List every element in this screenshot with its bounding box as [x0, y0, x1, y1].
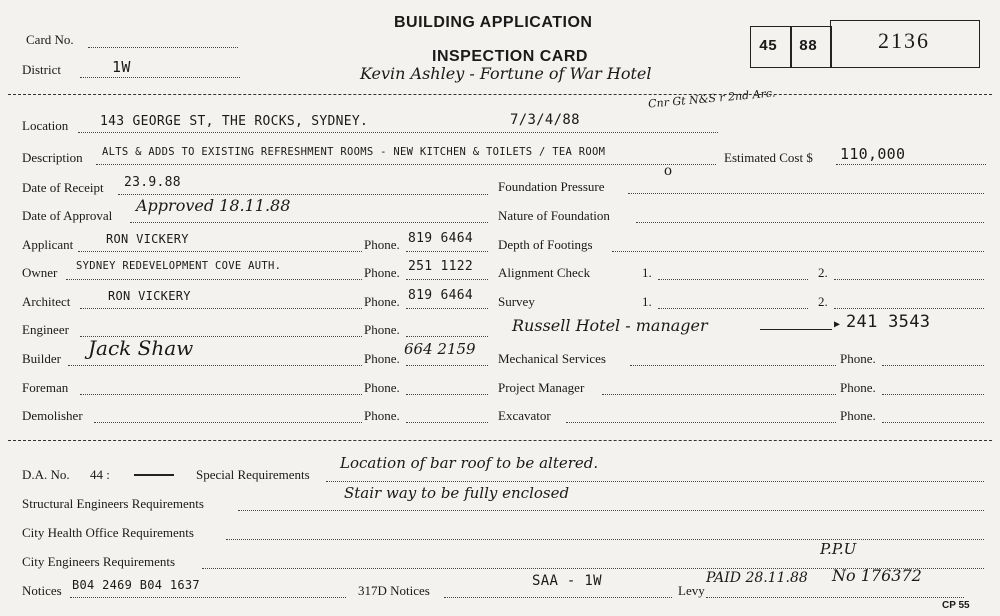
alignment-1: 1.	[642, 265, 652, 280]
form-subtitle: INSPECTION CARD	[432, 48, 588, 65]
foreman-phone-line	[406, 394, 488, 395]
demolisher-label: Demolisher	[22, 408, 83, 423]
demolisher-line	[94, 422, 362, 423]
estimated-cost-value: 110,000	[840, 145, 906, 163]
receipt-date-value: 23.9.88	[124, 175, 181, 190]
survey-2: 2.	[818, 294, 828, 309]
form-code: CP 55	[942, 600, 970, 611]
da-label: D.A. No.	[22, 467, 70, 482]
applicant-line	[78, 251, 362, 252]
architect-value: RON VICKERY	[108, 289, 191, 303]
card-no-label: Card No.	[26, 32, 74, 47]
da-dash	[134, 474, 174, 476]
mechanical-line	[630, 365, 836, 366]
excavator-label: Excavator	[498, 408, 551, 423]
receipt-date-line	[118, 194, 488, 195]
description-value: ALTS & ADDS TO EXISTING REFRESHMENT ROOMS - NEW KITCHEN & TOILETS / TEA ROOM	[102, 146, 606, 158]
engineer-label: Engineer	[22, 322, 69, 337]
foreman-phone-label: Phone.	[364, 380, 400, 395]
card-box-1-value: 45	[759, 38, 778, 55]
handwritten-title: Kevin Ashley - Fortune of War Hotel	[360, 64, 652, 83]
special-req-line	[326, 481, 984, 482]
nature-foundation-line	[636, 222, 984, 223]
receipt-number: No 176372	[832, 566, 922, 585]
foreman-line	[80, 394, 362, 395]
owner-value: SYDNEY REDEVELOPMENT COVE AUTH.	[76, 260, 282, 272]
location-line	[78, 132, 718, 133]
levy-value: PAID 28.11.88	[706, 570, 808, 586]
survey-1: 1.	[642, 294, 652, 309]
alignment-check-label: Alignment Check	[498, 265, 591, 280]
project-manager-label: Project Manager	[498, 380, 585, 395]
card-box-2-value: 88	[799, 38, 818, 55]
survey-1-line	[658, 308, 808, 309]
excavator-phone-label: Phone.	[840, 408, 876, 423]
receipt-date-label: Date of Receipt	[22, 180, 104, 195]
applicant-label: Applicant	[22, 237, 74, 252]
depth-footings-line	[612, 251, 984, 252]
alignment-2: 2.	[818, 265, 828, 280]
card-no-line	[88, 47, 238, 48]
district-label: District	[22, 62, 61, 77]
russell-note: Russell Hotel - manager	[512, 316, 708, 335]
district-value: 1W	[112, 58, 131, 76]
city-eng-note: P.P.U	[820, 540, 857, 558]
demolisher-phone-label: Phone.	[364, 408, 400, 423]
arrow-head: ▶	[834, 319, 841, 330]
builder-value: Jack Shaw	[88, 336, 194, 360]
project-manager-phone-line	[882, 394, 984, 395]
project-manager-line	[602, 394, 836, 395]
owner-phone-line	[406, 279, 488, 280]
nature-foundation-label: Nature of Foundation	[498, 208, 610, 223]
foreman-label: Foreman	[22, 380, 69, 395]
structural-label: Structural Engineers Requirements	[22, 496, 204, 511]
alignment-2-line	[834, 279, 984, 280]
engineer-phone-label: Phone.	[364, 322, 400, 337]
survey-label: Survey	[498, 294, 535, 309]
special-req-label: Special Requirements	[196, 467, 310, 482]
applicant-phone-label: Phone.	[364, 237, 400, 252]
corner-note: Cnr Gt N&S r 2nd Arc.	[647, 86, 776, 111]
excavator-line	[566, 422, 836, 423]
notices-value: B04 2469 B04 1637	[72, 578, 200, 592]
demolisher-phone-line	[406, 422, 488, 423]
city-health-line	[226, 539, 984, 540]
builder-line	[68, 365, 362, 366]
survey-2-line	[834, 308, 984, 309]
levy-label: Levy	[678, 583, 705, 598]
architect-line	[80, 308, 362, 309]
architect-phone: 819 6464	[408, 288, 474, 303]
notices317-line	[444, 597, 672, 598]
applicant-phone: 819 6464	[408, 231, 474, 246]
owner-label: Owner	[22, 265, 58, 280]
foundation-pressure-line	[628, 193, 984, 194]
structural-value: Stair way to be fully enclosed	[344, 484, 570, 502]
engineer-phone-line	[406, 336, 488, 337]
owner-line	[66, 279, 362, 280]
architect-phone-line	[406, 308, 488, 309]
excavator-phone-line	[882, 422, 984, 423]
builder-label: Builder	[22, 351, 61, 366]
city-health-label: City Health Office Requirements	[22, 525, 194, 540]
divider-middle	[8, 440, 992, 441]
russell-phone: 241 3543	[846, 312, 931, 332]
location-label: Location	[22, 118, 69, 133]
mechanical-phone-line	[882, 365, 984, 366]
notices-label: Notices	[22, 583, 62, 598]
architect-label: Architect	[22, 294, 71, 309]
owner-phone-label: Phone.	[364, 265, 400, 280]
stray-mark: o	[664, 162, 672, 179]
applicant-phone-line	[406, 251, 488, 252]
location-date-note: 7/3/4/88	[510, 112, 580, 128]
structural-line	[238, 510, 984, 511]
notices317-label: 317D Notices	[358, 583, 430, 598]
notices317-value: SAA - 1W	[532, 573, 602, 589]
depth-footings-label: Depth of Footings	[498, 237, 593, 252]
foundation-pressure-label: Foundation Pressure	[498, 179, 605, 194]
mechanical-label: Mechanical Services	[498, 351, 606, 366]
estimated-cost-label: Estimated Cost $	[724, 150, 813, 165]
card-number: 2136	[878, 28, 930, 53]
estimated-cost-line	[836, 164, 986, 165]
applicant-value: RON VICKERY	[106, 232, 189, 246]
approval-date-line	[130, 222, 488, 223]
divider-top	[8, 94, 992, 95]
district-line	[80, 77, 240, 78]
notices-line	[70, 597, 346, 598]
location-value: 143 GEORGE ST, THE ROCKS, SYDNEY.	[100, 114, 369, 129]
description-line	[96, 164, 716, 165]
alignment-1-line	[658, 279, 808, 280]
da-value: 44 :	[90, 467, 110, 482]
project-manager-phone-label: Phone.	[840, 380, 876, 395]
approval-date-label: Date of Approval	[22, 208, 113, 223]
arrow-line	[760, 329, 832, 330]
description-label: Description	[22, 150, 83, 165]
approval-date-value: Approved 18.11.88	[136, 196, 291, 215]
builder-phone: 664 2159	[404, 340, 476, 358]
levy-line	[706, 597, 964, 598]
city-eng-label: City Engineers Requirements	[22, 554, 176, 569]
mechanical-phone-label: Phone.	[840, 351, 876, 366]
special-req-value: Location of bar roof to be altered.	[340, 454, 599, 472]
owner-phone: 251 1122	[408, 259, 474, 274]
builder-phone-line	[406, 365, 488, 366]
architect-phone-label: Phone.	[364, 294, 400, 309]
form-title: BUILDING APPLICATION	[394, 14, 593, 31]
builder-phone-label: Phone.	[364, 351, 400, 366]
